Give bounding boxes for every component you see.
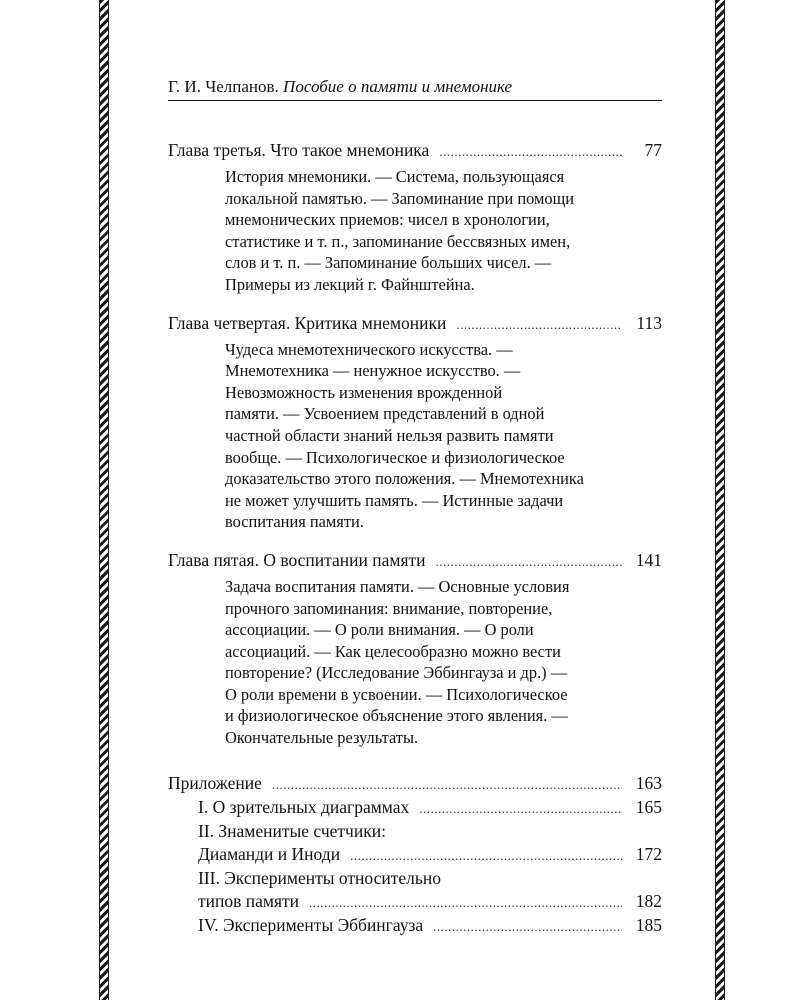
chapter-title: Глава пятая. О воспитании памяти <box>168 549 426 570</box>
page-number: 185 <box>635 914 662 935</box>
running-header <box>168 76 662 101</box>
toc-entry[interactable] <box>168 772 662 796</box>
summary-line: Задача воспитания памяти. — Основные условия <box>225 576 570 596</box>
chapter-5 <box>168 549 662 749</box>
summary-line: Чудеса мнемотехнического искусства. — <box>225 339 513 359</box>
appendix-item-label: I. О зрительных диаграммах <box>198 796 410 817</box>
appendix-item-label: IV. Эксперименты Эббингауза <box>198 914 424 935</box>
dot-leader <box>456 313 622 336</box>
page-number: 172 <box>635 843 662 864</box>
summary-line: локальной памятью. — Запоминание при помощи <box>225 188 575 208</box>
dot-leader <box>350 844 622 867</box>
dot-leader <box>433 915 622 938</box>
appendix <box>168 772 662 938</box>
page-number: 182 <box>635 890 662 911</box>
summary-line: Примеры из лекций г. Файнштейна. <box>225 274 475 294</box>
toc-entry[interactable] <box>198 890 662 914</box>
summary-line: памяти. — Усвоением представлений в одной <box>225 404 545 424</box>
toc-entry[interactable] <box>198 914 662 938</box>
dot-leader <box>309 891 622 914</box>
summary-line: и физиологическое объяснение этого явления. — <box>225 706 568 726</box>
summary-line: доказательство этого положения. — Мнемотехника <box>225 469 584 489</box>
summary-line: слов и т. п. — Запоминание больших чисел. — <box>225 253 552 273</box>
page-number: 163 <box>635 772 662 793</box>
chapter-4 <box>168 312 662 533</box>
appendix-item-1 <box>198 796 662 820</box>
header-author: Г. И. Челпанов. <box>168 77 279 96</box>
summary-line: частной области знаний нельзя развить памяти <box>225 425 554 445</box>
chapter-summary <box>225 576 665 749</box>
page-number: 77 <box>644 140 662 160</box>
appendix-item-heading: III. Эксперименты относительно <box>198 867 441 888</box>
toc-entry[interactable] <box>168 139 662 163</box>
left-rope-border <box>99 0 109 1000</box>
summary-line: мнемонических приемов: чисел в хронологии, <box>225 210 550 230</box>
dot-leader <box>436 550 622 573</box>
toc-entry[interactable] <box>198 796 662 820</box>
summary-line: не может улучшить память. — Истинные задачи <box>225 490 564 510</box>
appendix-item-2 <box>198 820 662 867</box>
chapter-title: Глава третья. Что такое мнемоника <box>168 140 430 160</box>
summary-line: повторение? (Исследование Эббингауза и др.) — <box>225 663 568 683</box>
appendix-item-heading: II. Знаменитые счетчики: <box>198 820 386 841</box>
appendix-title: Приложение <box>168 772 262 793</box>
dot-leader <box>272 773 622 796</box>
chapter-title: Глава четвертая. Критика мнемоники <box>168 312 447 333</box>
chapter-3 <box>168 139 662 296</box>
summary-line: воспитания памяти. <box>225 512 364 532</box>
toc-page <box>168 76 662 938</box>
toc-entry[interactable] <box>198 843 662 867</box>
summary-line: О роли времени в усвоении. — Психологическое <box>225 684 568 704</box>
header-title: Пособие о памяти и мнемонике <box>283 77 513 96</box>
toc-entry[interactable] <box>168 549 662 573</box>
summary-line: вообще. — Психологическое и физиологическое <box>225 447 565 467</box>
summary-line: Окончательные результаты. <box>225 728 419 748</box>
summary-line: ассоциаций. — Как целесообразно можно вести <box>225 641 561 661</box>
right-rope-border <box>715 0 725 1000</box>
summary-line: ассоциации. — О роли внимания. — О роли <box>225 620 534 640</box>
summary-line: статистике и т. п., запоминание бессвязных имен, <box>225 231 571 251</box>
page-number: 141 <box>635 549 662 570</box>
toc-entry[interactable] <box>168 312 662 336</box>
dot-leader <box>419 797 622 820</box>
summary-line: История мнемоники. — Система, пользующаяся <box>225 167 565 186</box>
summary-line: Мнемотехника — ненужное искусство. — <box>225 361 521 381</box>
dot-leader <box>439 140 622 163</box>
page-number: 165 <box>635 796 662 817</box>
appendix-item-label: Диаманди и Иноди <box>198 843 341 864</box>
appendix-item-3 <box>198 867 662 914</box>
appendix-item-4 <box>198 914 662 938</box>
summary-line: Невозможность изменения врожденной <box>225 382 503 402</box>
appendix-item-label: типов памяти <box>198 890 300 911</box>
page-number: 113 <box>636 312 662 333</box>
chapter-summary <box>225 166 665 296</box>
chapter-summary <box>225 339 665 533</box>
summary-line: прочного запоминания: внимание, повторение, <box>225 598 553 618</box>
